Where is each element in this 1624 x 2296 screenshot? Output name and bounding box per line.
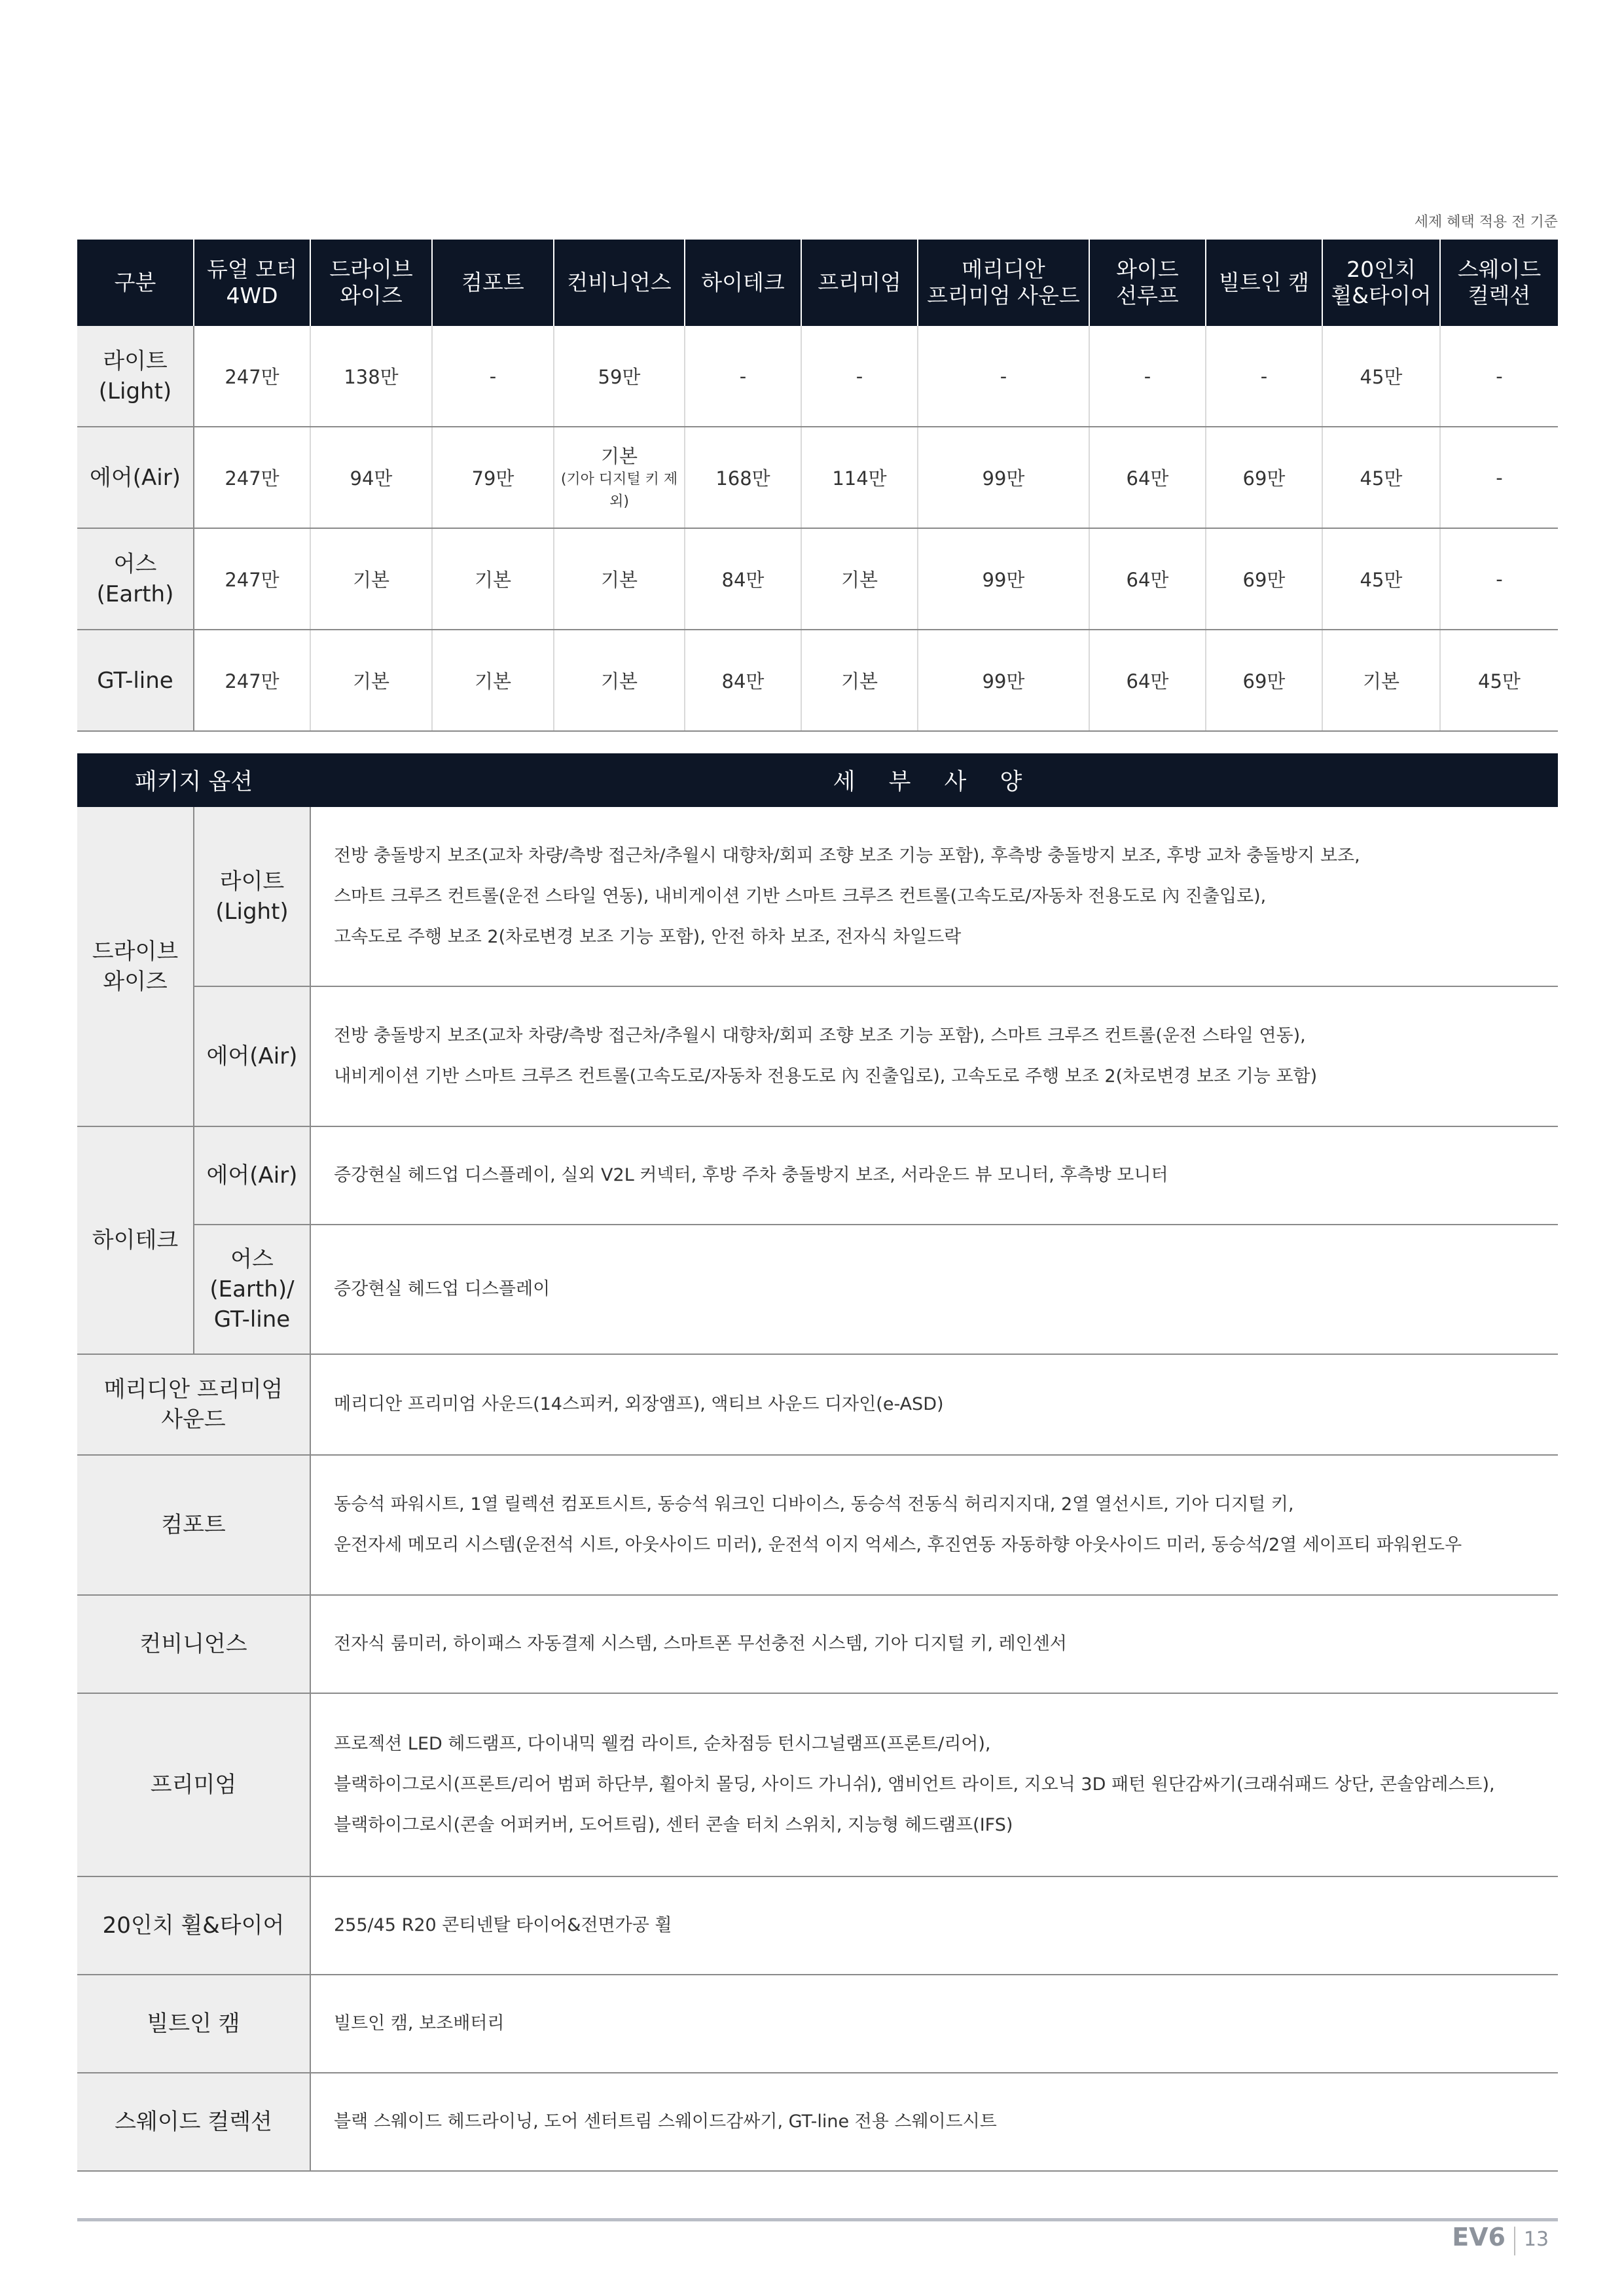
price-cell: 99만 <box>918 528 1089 630</box>
header-hightech: 하이테크 <box>685 240 801 326</box>
price-cell: 45만 <box>1322 427 1440 528</box>
price-cell: - <box>685 326 801 427</box>
trim-air: 에어(Air) <box>77 427 194 528</box>
package-meridian: 메리디안 프리미엄 사운드 <box>77 1354 310 1455</box>
price-cell: - <box>801 326 918 427</box>
package-premium: 프리미엄 <box>77 1693 310 1876</box>
trim-earth-gtline: 어스 (Earth)/ GT-line <box>194 1225 310 1354</box>
price-cell: 84만 <box>685 528 801 630</box>
trim-light: 라이트 (Light) <box>194 807 310 986</box>
trim-gtline: GT-line <box>77 630 194 731</box>
header-dual-motor: 듀얼 모터 4WD <box>194 240 310 326</box>
package-comfort: 컴포트 <box>77 1455 310 1595</box>
header-meridian: 메리디안 프리미엄 사운드 <box>918 240 1089 326</box>
package-builtin-cam: 빌트인 캠 <box>77 1975 310 2073</box>
package-header-row <box>77 753 1558 807</box>
table-row <box>77 1455 1558 1595</box>
brand-logo: EV6 <box>1452 2223 1506 2251</box>
tax-note: 세제 혜택 적용 전 기준 <box>1414 214 1558 230</box>
page-number: 13 <box>1523 2228 1549 2251</box>
price-cell: 64만 <box>1089 630 1206 731</box>
price-cell: 45만 <box>1440 630 1558 731</box>
header-wheels: 20인치 휠&타이어 <box>1322 240 1440 326</box>
price-cell-main: 기본 <box>600 445 638 467</box>
table-row <box>77 528 1558 630</box>
table-row <box>77 986 1558 1126</box>
package-wheels: 20인치 휠&타이어 <box>77 1876 310 1975</box>
package-desc: 블랙 스웨이드 헤드라이닝, 도어 센터트림 스웨이드감싸기, GT-line 전용 스웨이드시트 <box>310 2073 1558 2171</box>
price-cell: 114만 <box>801 427 918 528</box>
package-desc: 전자식 룸미러, 하이패스 자동결제 시스템, 스마트폰 무선충전 시스템, 기아 디지털 키, 레인센서 <box>310 1595 1558 1693</box>
price-cell: 94만 <box>310 427 432 528</box>
package-desc: 프로젝션 LED 헤드램프, 다이내믹 웰컴 라이트, 순차점등 턴시그널램프(프론트/리어), 블랙하이그로시(프론트/리어 범퍼 하단부, 휠아치 몰딩, 사이드 가니쉬), 앰비언트 라이트, 지오닉 3D 패턴 원단감싸기(크래쉬패드 상단, 콘솔암레스트), 블랙하이그로시(콘솔 어퍼커버, 도어트림), 센터 콘솔 터치 스위치, 지능형 헤드램프(IFS) <box>310 1693 1558 1876</box>
price-cell: 64만 <box>1089 427 1206 528</box>
package-desc: 전방 충돌방지 보조(교차 차량/측방 접근차/추월시 대향차/회피 조향 보조 기능 포함), 후측방 충돌방지 보조, 후방 교차 충돌방지 보조, 스마트 크루즈 컨트롤(운전 스타일 연동), 내비게이션 기반 스마트 크루즈 컨트롤(고속도로/자동차 전용도로 內 진출입로), 고속도로 주행 보조 2(차로변경 보조 기능 포함), 안전 하차 보조, 전자식 차일드락 <box>310 807 1558 986</box>
price-cell: 247만 <box>194 427 310 528</box>
page-number-divider <box>1514 2227 1515 2255</box>
price-cell: - <box>918 326 1089 427</box>
price-cell: 69만 <box>1206 427 1322 528</box>
option-price-table <box>77 240 1558 732</box>
price-cell: 79만 <box>432 427 554 528</box>
package-suede: 스웨이드 컬렉션 <box>77 2073 310 2171</box>
header-suede: 스웨이드 컬렉션 <box>1440 240 1558 326</box>
table-row <box>77 1225 1558 1354</box>
price-header-row <box>77 240 1558 326</box>
package-desc: 증강현실 헤드업 디스플레이, 실외 V2L 커넥터, 후방 주차 충돌방지 보조, 서라운드 뷰 모니터, 후측방 모니터 <box>310 1126 1558 1225</box>
trim-air: 에어(Air) <box>194 986 310 1126</box>
price-cell: - <box>1440 326 1558 427</box>
header-package-option: 패키지 옵션 <box>77 753 310 807</box>
price-cell: 247만 <box>194 630 310 731</box>
price-cell: 99만 <box>918 630 1089 731</box>
price-cell: - <box>1206 326 1322 427</box>
price-cell: 69만 <box>1206 630 1322 731</box>
package-desc: 전방 충돌방지 보조(교차 차량/측방 접근차/추월시 대향차/회피 조향 보조 기능 포함), 스마트 크루즈 컨트롤(운전 스타일 연동), 내비게이션 기반 스마트 크루즈 컨트롤(고속도로/자동차 전용도로 內 진출입로), 고속도로 주행 보조 2(차로변경 보조 기능 포함) <box>310 986 1558 1126</box>
price-cell: 64만 <box>1089 528 1206 630</box>
package-desc: 빌트인 캠, 보조배터리 <box>310 1975 1558 2073</box>
price-cell: 기본 <box>554 528 685 630</box>
price-cell: - <box>1089 326 1206 427</box>
package-desc: 메리디안 프리미엄 사운드(14스피커, 외장앰프), 액티브 사운드 디자인(e-ASD) <box>310 1354 1558 1455</box>
price-cell: 기본 <box>801 528 918 630</box>
header-detail-spec: 세 부 사 양 <box>310 753 1558 807</box>
header-convenience: 컨비니언스 <box>554 240 685 326</box>
header-premium: 프리미엄 <box>801 240 918 326</box>
price-cell: 기본 <box>310 630 432 731</box>
price-cell: - <box>1440 427 1558 528</box>
price-cell: 168만 <box>685 427 801 528</box>
price-cell: 기본 <box>310 528 432 630</box>
package-detail-table <box>77 753 1558 2172</box>
price-cell: 기본 <box>432 528 554 630</box>
price-cell: 138만 <box>310 326 432 427</box>
price-cell: 기본 <box>801 630 918 731</box>
price-cell: - <box>432 326 554 427</box>
header-comfort: 컴포트 <box>432 240 554 326</box>
price-cell: 기본 <box>554 630 685 731</box>
price-cell: 기본 <box>432 630 554 731</box>
price-cell: 기본 <box>1322 630 1440 731</box>
table-row <box>77 427 1558 528</box>
table-row <box>77 807 1558 986</box>
price-cell: 45만 <box>1322 528 1440 630</box>
table-row <box>77 1354 1558 1455</box>
package-drivewise: 드라이브 와이즈 <box>77 807 194 1126</box>
package-desc: 255/45 R20 콘티넨탈 타이어&전면가공 휠 <box>310 1876 1558 1975</box>
table-row <box>77 1876 1558 1975</box>
price-cell: 99만 <box>918 427 1089 528</box>
package-hightech: 하이테크 <box>77 1126 194 1354</box>
package-convenience: 컨비니언스 <box>77 1595 310 1693</box>
package-desc: 증강현실 헤드업 디스플레이 <box>310 1225 1558 1354</box>
price-cell: 84만 <box>685 630 801 731</box>
price-cell <box>554 427 685 528</box>
price-cell: - <box>1440 528 1558 630</box>
trim-light: 라이트 (Light) <box>77 326 194 427</box>
price-cell: 69만 <box>1206 528 1322 630</box>
table-row <box>77 630 1558 731</box>
table-row <box>77 1126 1558 1225</box>
table-row <box>77 1595 1558 1693</box>
table-row <box>77 1693 1558 1876</box>
price-cell-note: (기아 디지털 키 제외) <box>560 471 678 510</box>
footer-divider <box>77 2218 1558 2221</box>
header-drivewise: 드라이브 와이즈 <box>310 240 432 326</box>
header-sunroof: 와이드 선루프 <box>1089 240 1206 326</box>
trim-earth: 어스 (Earth) <box>77 528 194 630</box>
table-row <box>77 2073 1558 2171</box>
table-row <box>77 326 1558 427</box>
price-cell: 247만 <box>194 528 310 630</box>
price-cell: 247만 <box>194 326 310 427</box>
price-cell: 59만 <box>554 326 685 427</box>
header-builtin-cam: 빌트인 캠 <box>1206 240 1322 326</box>
table-row <box>77 1975 1558 2073</box>
price-cell: 45만 <box>1322 326 1440 427</box>
header-category: 구분 <box>77 240 194 326</box>
trim-air: 에어(Air) <box>194 1126 310 1225</box>
package-desc: 동승석 파워시트, 1열 릴렉션 컴포트시트, 동승석 워크인 디바이스, 동승석 전동식 허리지지대, 2열 열선시트, 기아 디지털 키, 운전자세 메모리 시스템(운전석 시트, 아웃사이드 미러), 운전석 이지 억세스, 후진연동 자동하향 아웃사이드 미러, 동승석/2열 세이프티 파워윈도우 <box>310 1455 1558 1595</box>
